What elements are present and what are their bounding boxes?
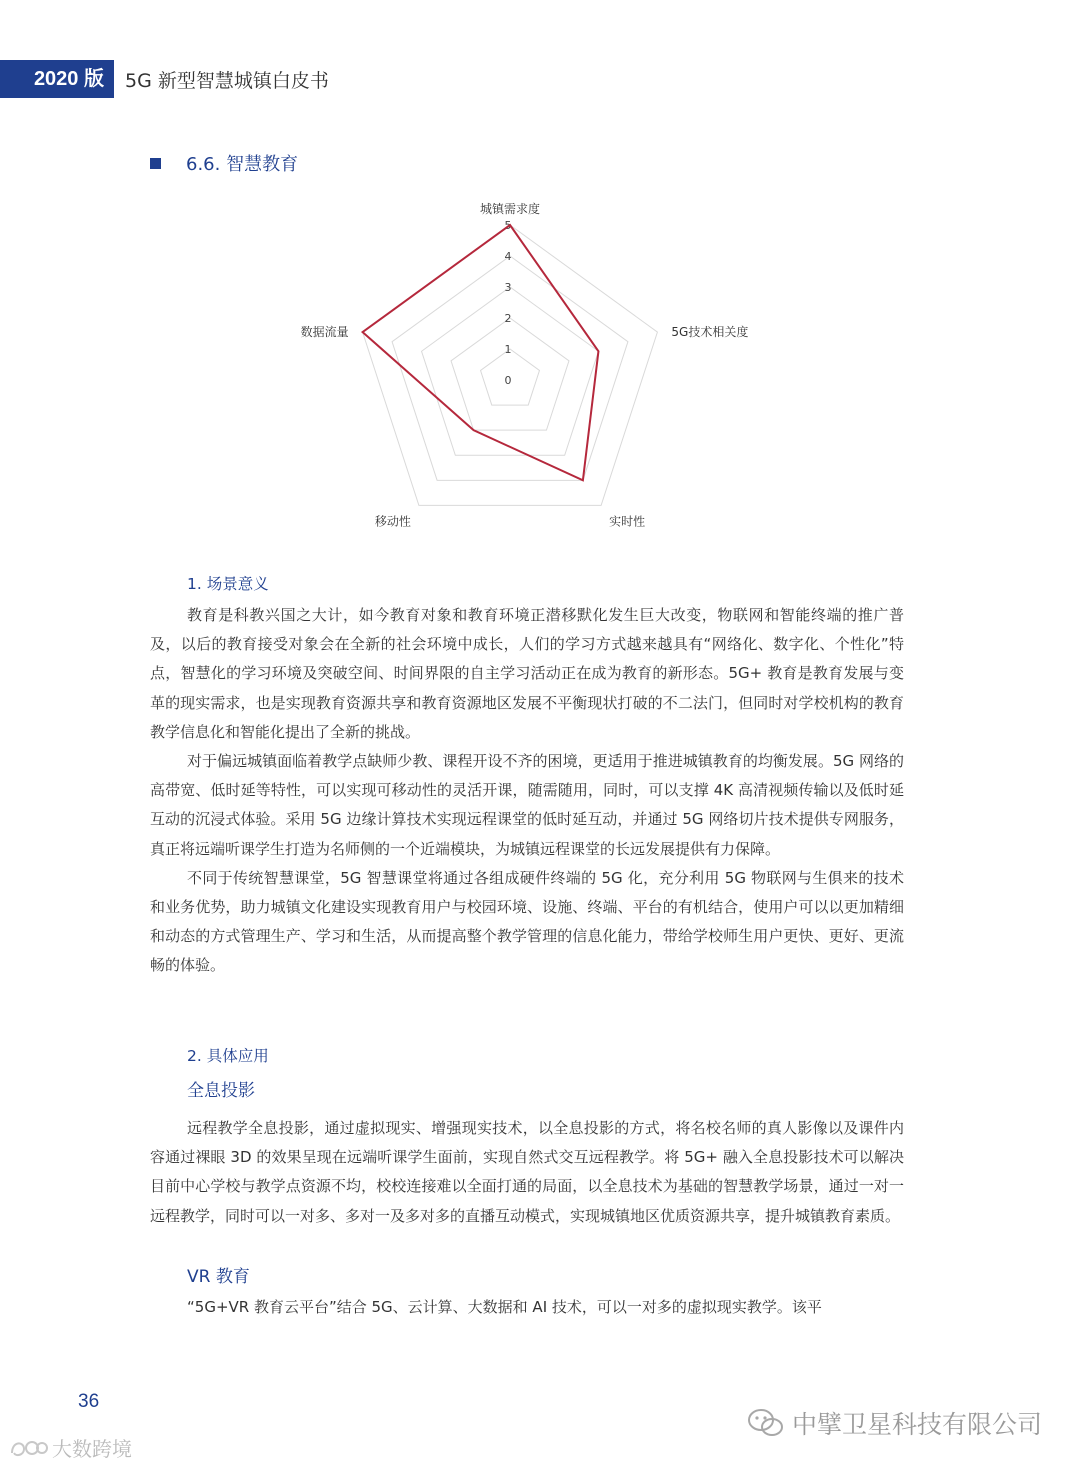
radar-tick-label: 5 [504,219,512,232]
wechat-icon [746,1407,786,1439]
radar-grid-ring [363,225,658,505]
holographic-text [150,1114,904,1231]
radar-tick-label: 3 [504,281,512,294]
subheading-vr-education: VR 教育 [187,1267,250,1287]
vr-education-text [150,1293,904,1322]
paragraph: “5G+VR 教育云平台”结合 5G、云计算、大数据和 AI 技术，可以一对多的虚拟现实教学。该平 [187,1298,822,1316]
paragraph: 不同于传统智慧课堂，5G 智慧课堂将通过各组成硬件终端的 5G 化，充分利用 5G 物联网与生俱来的技术和业务优势，助力城镇文化建设实现教育用户与校园环境、设施、终端、平台的有机结合，使用户可以以更加精细和动态的方式管理生产、学习和生活，从而提高整个教学管理的信息化能力，带给学校师生用户更快、更好、更流畅的体验。 [150,868,904,975]
watermark-brand [8,1433,132,1462]
page-number: 36 [78,1391,100,1412]
bullet-square-icon [150,158,161,169]
radar-tick-label: 0 [504,374,512,387]
document-title: 5G 新型智慧城镇白皮书 [125,70,329,92]
section-heading [150,150,298,176]
section-title: 6.6. 智慧教育 [186,154,299,175]
paragraph: 远程教学全息投影，通过虚拟现实、增强现实技术，以全息投影的方式，将名校名师的真人影像以及课件内容通过裸眼 3D 的效果呈现在远端听课学生面前，实现自然式交互远程教学。将 5G+ 融入全息投影技术可以解决目前中心学校与教学点资源不均，校校连接难以全面打通的局面，以全息技术为基础的智慧教学场景，通过一对一远程教学，同时可以一对多、多对一及多对多的直播互动模式，实现城镇地区优质资源共享，提升城镇教育素质。 [150,1119,904,1225]
edition-badge: 2020 版 [0,60,114,98]
watermark-brand-text: 大数跨境 [52,1437,132,1461]
watermark-company-text: 中擘卫星科技有限公司 [791,1410,1042,1439]
radar-axis-label: 城镇需求度 [479,202,541,216]
radar-tick-label: 2 [504,312,512,325]
paragraph: 对于偏远城镇面临着教学点缺师少教、课程开设不齐的困境，更适用于推进城镇教育的均衡发展。5G 网络的高带宽、低时延等特性，可以实现可移动性的灵活开课，随需随用，同时，可以支撑 4K 高清视频传输以及低时延互动的沉浸式体验。采用 5G 边缘计算技术实现远程课堂的低时延互动，并通过 5G 网络切片技术提供专网服务，真正将远端听课学生打造为名师侧的一个近端模块，为城镇远程课堂的长远发展提供有力保障。 [150,752,904,858]
radar-axis-label: 数据流量 [300,325,349,340]
subheading-holographic: 全息投影 [187,1081,255,1101]
radar-axis-label: 实时性 [609,514,646,529]
radar-tick-label: 4 [504,250,512,263]
radar-axis-label: 移动性 [374,514,411,529]
brand-logo-icon [8,1435,48,1461]
radar-tick-label: 1 [504,343,512,356]
scene-significance-text [150,601,904,981]
heading-applications: 2. 具体应用 [187,1047,269,1065]
radar-axis-label: 5G技术相关度 [671,325,749,340]
radar-chart [300,195,780,535]
watermark-company [746,1405,1042,1441]
heading-scene-significance: 1. 场景意义 [187,575,269,593]
paragraph: 教育是科教兴国之大计，如今教育对象和教育环境正潜移默化发生巨大改变，物联网和智能终端的推广普及，以后的教育接受对象会在全新的社会环境中成长，人们的学习方式越来越具有“网络化、数字化、个性化”特点，智慧化的学习环境及突破空间、时间界限的自主学习活动正在成为教育的新形态。5G+ 教育是教育发展与变革的现实需求，也是实现教育资源共享和教育资源地区发展不平衡现状打破的不二法门，但同时对学校机构的教育教学信息化和智能化提出了全新的挑战。 [150,606,904,741]
